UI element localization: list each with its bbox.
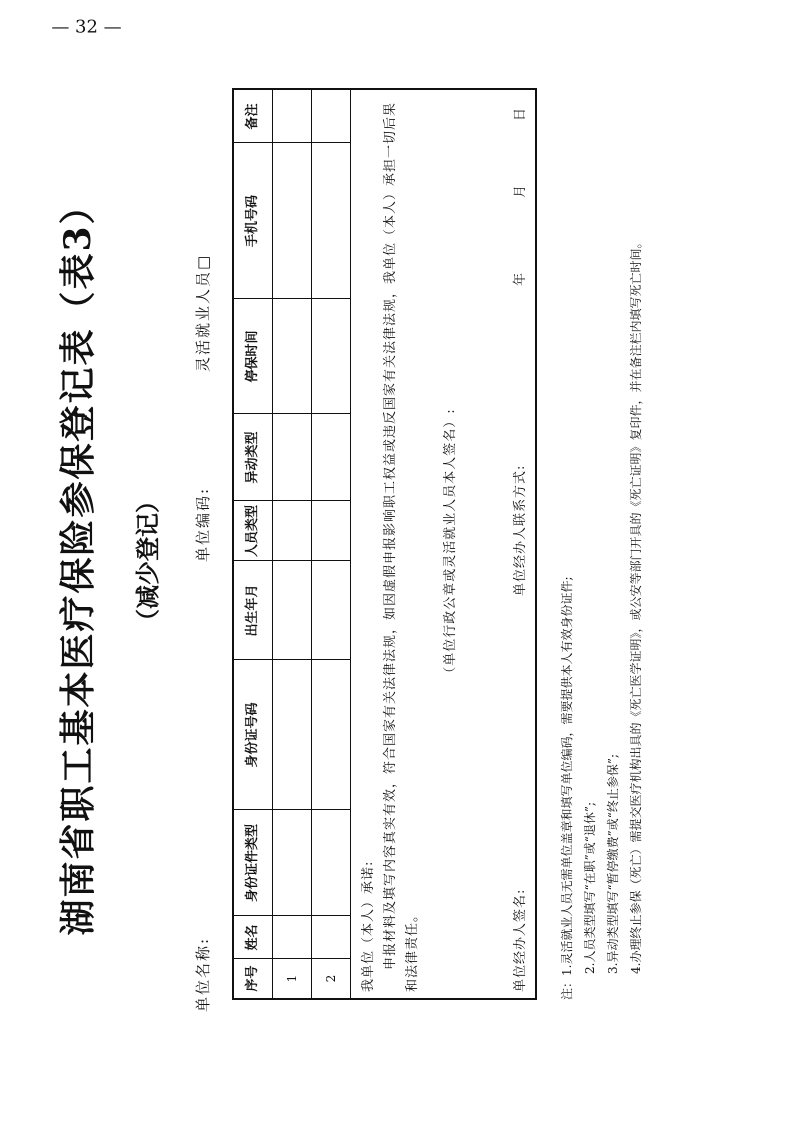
column-header-phone: 手机号码 bbox=[245, 195, 260, 248]
row-index-cell: 1 bbox=[285, 974, 299, 983]
column-header-remarks: 备注 bbox=[245, 103, 260, 130]
change-type-cell[interactable] bbox=[273, 414, 311, 501]
unit-name-label: 单位名称: bbox=[194, 936, 212, 1012]
page-number: — 32 — bbox=[51, 16, 122, 38]
name-cell[interactable] bbox=[312, 916, 350, 959]
id-number-cell[interactable] bbox=[312, 660, 350, 810]
pledge-title: 我单位（本人）承诺: bbox=[361, 860, 376, 992]
form-title: 湖南省职工基本医疗保险参保登记表（表3） bbox=[57, 186, 99, 936]
date-day-label: 日 bbox=[513, 106, 528, 121]
form-subtitle: （减少登记） bbox=[133, 489, 162, 633]
remarks-cell[interactable] bbox=[273, 90, 311, 143]
id-type-cell[interactable] bbox=[312, 810, 350, 916]
id-number-cell[interactable] bbox=[273, 660, 311, 810]
row-index-cell: 2 bbox=[324, 974, 338, 983]
flexible-worker-checkbox-label: 灵活就业人员□ bbox=[194, 253, 212, 372]
column-header-name: 姓名 bbox=[245, 924, 260, 951]
change-type-cell[interactable] bbox=[312, 414, 350, 501]
column-header-person-type: 人员类型 bbox=[245, 505, 260, 558]
birth-date-cell[interactable] bbox=[273, 561, 311, 660]
seal-signature-note: （单位行政公章或灵活就业人员本人签名）: bbox=[443, 408, 458, 680]
footnotes bbox=[556, 237, 648, 1000]
pledge-body: 申报材料及填写内容真实有效，符合国家有关法律法规，如因虚假申报影响职工权益或违反国家有关法律法规，我单位（本人）承担一切后果和法律责任。 bbox=[383, 101, 420, 992]
column-header-birth-date: 出生年月 bbox=[245, 584, 260, 637]
row-divider bbox=[350, 90, 351, 998]
registration-table bbox=[232, 88, 537, 1000]
person-type-cell[interactable] bbox=[312, 501, 350, 561]
name-cell[interactable] bbox=[273, 916, 311, 959]
date-year-label: 年 bbox=[513, 271, 528, 286]
footnote-item: 2.人员类型填写“在职”或“退休”; bbox=[583, 801, 597, 974]
phone-cell[interactable] bbox=[312, 143, 350, 299]
person-type-cell[interactable] bbox=[273, 501, 311, 561]
column-header-index: 序号 bbox=[245, 965, 260, 992]
date-month-label: 月 bbox=[513, 183, 528, 198]
column-header-change-type: 异动类型 bbox=[245, 431, 260, 484]
column-header-stop-date: 停保时间 bbox=[245, 330, 260, 383]
stop-date-cell[interactable] bbox=[312, 299, 350, 414]
id-type-cell[interactable] bbox=[273, 810, 311, 916]
column-header-id-number: 身份证号码 bbox=[245, 702, 260, 768]
unit-code-label: 单位编码: bbox=[194, 486, 212, 562]
footnote-item: 3.异动类型填写“暂停缴费”或“终止参保”; bbox=[606, 753, 620, 974]
column-header-id-type: 身份证件类型 bbox=[245, 824, 260, 903]
agent-contact-label: 单位经办人联系方式: bbox=[513, 464, 528, 596]
agent-signature-label: 单位经办人签名: bbox=[513, 888, 528, 992]
phone-cell[interactable] bbox=[273, 143, 311, 299]
footnote-item: 4.办理终止参保（死亡）需提交医疗机构出具的《死亡医学证明》，或公安等部门开具的《死亡证明》复印件，并在备注栏内填写死亡时间。 bbox=[629, 236, 643, 974]
footnote-item: 注：1.灵活就业人员无需单位盖章和填写单位编码，需要提供本人有效身份证件; bbox=[560, 576, 574, 1000]
remarks-cell[interactable] bbox=[312, 90, 350, 143]
stop-date-cell[interactable] bbox=[273, 299, 311, 414]
birth-date-cell[interactable] bbox=[312, 561, 350, 660]
